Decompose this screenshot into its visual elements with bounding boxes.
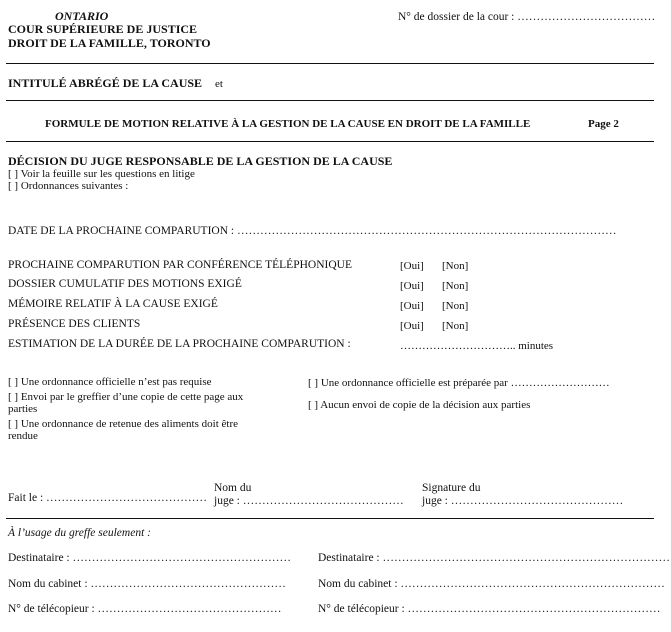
court-file-number-field[interactable]: N° de dossier de la cour : ……………………………… [398,11,656,23]
question-label: PROCHAINE COMPARUTION PAR CONFÉRENCE TÉLÉPHONIQUE [8,259,352,271]
short-title-label: INTITULÉ ABRÉGÉ DE LA CAUSE [8,76,203,90]
next-appearance-date-field[interactable]: DATE DE LA PROCHAINE COMPARUTION : ……………………………………………………………………………………… [8,225,617,237]
duration-estimate-label: ESTIMATION DE LA DURÉE DE LA PROCHAINE COMPARUTION : [8,338,351,350]
see-issues-sheet-checkbox[interactable]: [ ] Voir la feuille sur les questions en litige [8,168,195,180]
court-division: DROIT DE LA FAMILLE, TORONTO [8,36,211,50]
recipient-field-right[interactable]: Destinataire : ………………………………………………………………… [318,552,671,564]
fax-number-field-right[interactable]: N° de télécopieur : ………………………………………………………… [318,603,661,615]
firm-name-field-right[interactable]: Nom du cabinet : …………………………………………………………… [318,578,665,590]
divider [6,100,654,101]
send-copy-to-parties-checkbox[interactable]: [ ] Envoi par le greffier d’une copie de cette page aux [8,391,244,403]
oui-option[interactable]: [Oui] [400,280,424,292]
non-option[interactable]: [Non] [442,280,469,292]
decision-heading: DÉCISION DU JUGE RESPONSABLE DE LA GESTION DE LA CAUSE [8,154,393,168]
fax-number-field-left[interactable]: N° de télécopieur : ………………………………………… [8,603,282,615]
duration-estimate-field[interactable]: ………………………….. minutes [400,340,554,352]
oui-option[interactable]: [Oui] [400,320,424,332]
formal-order-prepared-by-checkbox[interactable]: [ ] Une ordonnance officielle est préparée par ……………………… [308,377,610,389]
oui-option[interactable]: [Oui] [400,300,424,312]
following-orders-checkbox[interactable]: [ ] Ordonnances suivantes : [8,180,129,192]
divider [6,141,654,142]
non-option[interactable]: [Non] [442,260,469,272]
made-on-field[interactable]: Fait le : …………………………………… [8,492,208,504]
support-deduction-order-label-cont: rendue [8,430,38,442]
judge-signature-label: Signature du [422,482,481,494]
divider [6,63,654,64]
oui-option[interactable]: [Oui] [400,260,424,272]
registry-use-heading: À l’usage du greffe seulement : [8,527,151,539]
page-number: Page 2 [588,118,619,130]
question-label: DOSSIER CUMULATIF DES MOTIONS EXIGÉ [8,278,242,290]
no-copy-sent-checkbox[interactable]: [ ] Aucun envoi de copie de la décision aux parties [308,399,531,411]
question-label: MÉMOIRE RELATIF À LA CAUSE EXIGÉ [8,298,218,310]
firm-name-field-left[interactable]: Nom du cabinet : …………………………………………… [8,578,286,590]
question-label: PRÉSENCE DES CLIENTS [8,318,141,330]
support-deduction-order-checkbox[interactable]: [ ] Une ordonnance de retenue des aliments doit être [8,418,238,430]
judge-name-label: Nom du [214,482,252,494]
short-title-et: et [215,78,223,90]
no-formal-order-checkbox[interactable]: [ ] Une ordonnance officielle n’est pas requise [8,376,212,388]
recipient-field-left[interactable]: Destinataire : ………………………………………………… [8,552,292,564]
form-title: FORMULE DE MOTION RELATIVE À LA GESTION DE LA CAUSE EN DROIT DE LA FAMILLE [45,118,531,130]
non-option[interactable]: [Non] [442,300,469,312]
judge-name-field[interactable]: juge : …………………………………… [214,495,404,507]
judge-signature-field[interactable]: juge : ……………………………………… [422,495,624,507]
province-name: ONTARIO [55,9,109,23]
send-copy-to-parties-label-cont: parties [8,403,38,415]
non-option[interactable]: [Non] [442,320,469,332]
court-name: COUR SUPÉRIEURE DE JUSTICE [8,22,198,36]
divider [6,518,654,519]
